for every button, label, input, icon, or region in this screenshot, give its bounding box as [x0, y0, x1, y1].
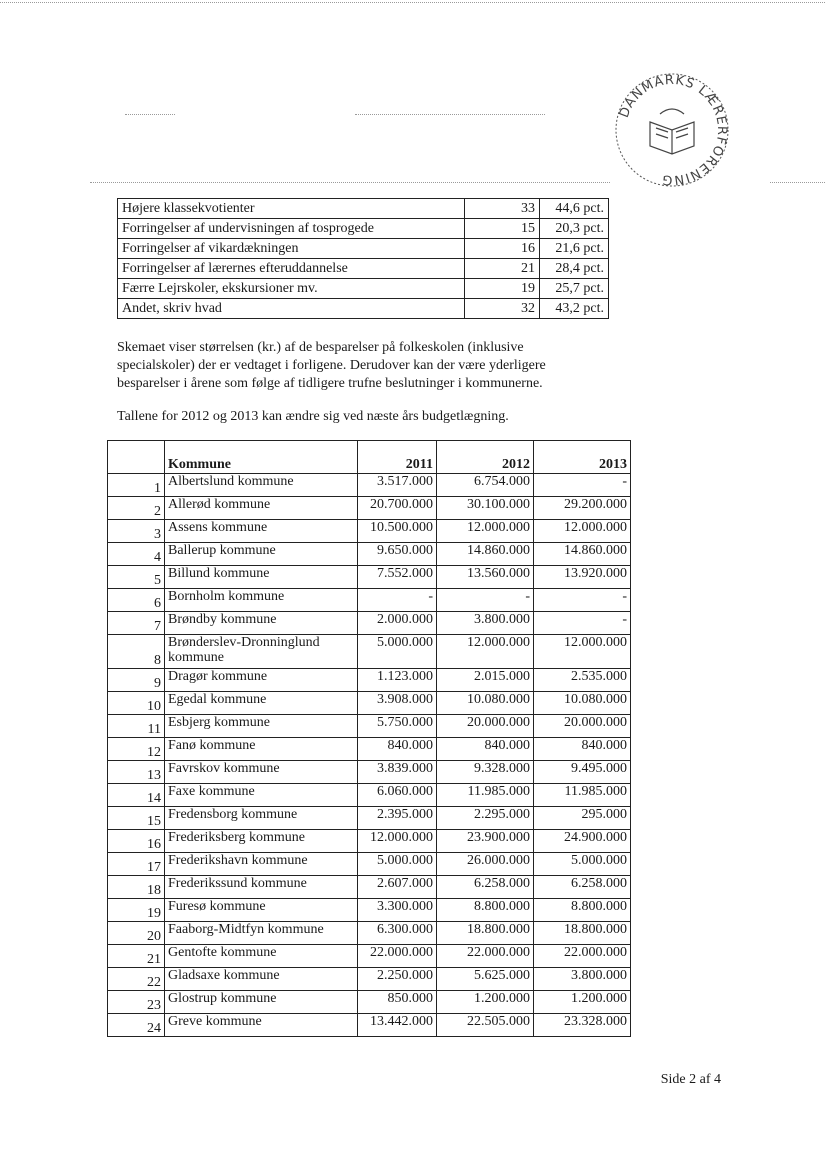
row-number: 16	[108, 830, 165, 853]
row-label: Højere klassekvotienter	[118, 199, 465, 219]
row-number: 23	[108, 991, 165, 1014]
savings-2012: 26.000.000	[437, 853, 534, 876]
row-number: 1	[108, 474, 165, 497]
savings-2013: -	[534, 474, 631, 497]
savings-2013: 22.000.000	[534, 945, 631, 968]
municipality-name: Gladsaxe kommune	[165, 968, 358, 991]
table-row	[108, 991, 631, 1014]
savings-2013: 29.200.000	[534, 497, 631, 520]
savings-2012: 20.000.000	[437, 715, 534, 738]
municipality-name: Egedal kommune	[165, 692, 358, 715]
table-row	[108, 922, 631, 945]
row-label: Andet, skriv hvad	[118, 299, 465, 319]
table-row	[108, 830, 631, 853]
savings-2011: 5.750.000	[358, 715, 437, 738]
row-label: Forringelser af lærernes efteruddannelse	[118, 259, 465, 279]
header-2011: 2011	[358, 441, 437, 474]
savings-2013: 295.000	[534, 807, 631, 830]
savings-2013: 10.080.000	[534, 692, 631, 715]
note-paragraph: Tallene for 2012 og 2013 kan ændre sig ved næste års budgetlægning.	[117, 409, 509, 424]
municipality-name: Bornholm kommune	[165, 589, 358, 612]
savings-2013: 18.800.000	[534, 922, 631, 945]
savings-2011: 22.000.000	[358, 945, 437, 968]
savings-2011: 3.300.000	[358, 899, 437, 922]
page-number: Side 2 af 4	[660, 1072, 721, 1087]
savings-2011: 840.000	[358, 738, 437, 761]
table-row	[108, 612, 631, 635]
explanation-paragraph: Skemaet viser størrelsen (kr.) af de besparelser på folkeskolen (inklusive specialskoler) der er vedtaget i forligene. Derudover kan der være yderligere besparelser i årene som følge af tidligere trufne beslutninger i kommunerne.	[117, 340, 546, 391]
savings-2011: 2.250.000	[358, 968, 437, 991]
row-number: 7	[108, 612, 165, 635]
savings-2011: 13.442.000	[358, 1014, 437, 1037]
row-number: 18	[108, 876, 165, 899]
savings-2011: 2.607.000	[358, 876, 437, 899]
savings-2012: 22.505.000	[437, 1014, 534, 1037]
savings-2013: 6.258.000	[534, 876, 631, 899]
savings-2013: -	[534, 589, 631, 612]
seal-text: DANMARKS LÆRERFORENING	[616, 72, 730, 188]
municipality-name: Frederikshavn kommune	[165, 853, 358, 876]
table-row	[108, 738, 631, 761]
table-row	[108, 589, 631, 612]
table-row	[108, 474, 631, 497]
table-row	[108, 543, 631, 566]
savings-2011: 3.839.000	[358, 761, 437, 784]
row-number: 22	[108, 968, 165, 991]
row-percentage: 25,7 pct.	[540, 279, 609, 299]
savings-2012: 12.000.000	[437, 520, 534, 543]
table-row	[108, 968, 631, 991]
table-row	[108, 520, 631, 543]
savings-2013: 5.000.000	[534, 853, 631, 876]
savings-2012: 6.754.000	[437, 474, 534, 497]
municipality-name: Fanø kommune	[165, 738, 358, 761]
row-percentage: 20,3 pct.	[540, 219, 609, 239]
savings-2013: 1.200.000	[534, 991, 631, 1014]
municipality-name: Frederikssund kommune	[165, 876, 358, 899]
table-row	[108, 497, 631, 520]
table-row	[108, 761, 631, 784]
row-number: 19	[108, 899, 165, 922]
savings-2012: 6.258.000	[437, 876, 534, 899]
savings-2013: 3.800.000	[534, 968, 631, 991]
row-count: 21	[465, 259, 540, 279]
row-number: 20	[108, 922, 165, 945]
book-emblem-icon	[650, 109, 694, 154]
municipality-name: Furesø kommune	[165, 899, 358, 922]
savings-2012: 23.900.000	[437, 830, 534, 853]
row-percentage: 43,2 pct.	[540, 299, 609, 319]
municipality-name: Favrskov kommune	[165, 761, 358, 784]
row-number: 15	[108, 807, 165, 830]
table-row	[108, 692, 631, 715]
table-row	[108, 784, 631, 807]
row-count: 33	[465, 199, 540, 219]
row-number: 8	[108, 635, 165, 669]
savings-2012: 14.860.000	[437, 543, 534, 566]
savings-2012: 2.295.000	[437, 807, 534, 830]
municipality-name: Greve kommune	[165, 1014, 358, 1037]
savings-2011: 10.500.000	[358, 520, 437, 543]
table-row	[118, 299, 609, 319]
savings-2012: 18.800.000	[437, 922, 534, 945]
table-row	[108, 635, 631, 669]
savings-2012: 1.200.000	[437, 991, 534, 1014]
savings-2012: 12.000.000	[437, 635, 534, 669]
savings-2012: 13.560.000	[437, 566, 534, 589]
row-number: 14	[108, 784, 165, 807]
row-number: 21	[108, 945, 165, 968]
row-number: 13	[108, 761, 165, 784]
savings-2013: 11.985.000	[534, 784, 631, 807]
municipality-name: Faaborg-Midtfyn kommune	[165, 922, 358, 945]
header-number	[108, 441, 165, 474]
row-label: Forringelser af undervisningen af tosprogede	[118, 219, 465, 239]
municipality-name: Assens kommune	[165, 520, 358, 543]
municipality-name: Ballerup kommune	[165, 543, 358, 566]
table-row	[108, 853, 631, 876]
row-label: Forringelser af vikardækningen	[118, 239, 465, 259]
row-number: 24	[108, 1014, 165, 1037]
savings-2013: -	[534, 612, 631, 635]
table-row	[108, 899, 631, 922]
municipality-name: Billund kommune	[165, 566, 358, 589]
savings-2012: 22.000.000	[437, 945, 534, 968]
table-row	[118, 279, 609, 299]
scan-artifact-line	[125, 114, 175, 115]
savings-2011: -	[358, 589, 437, 612]
organisation-seal-stamp	[612, 70, 732, 190]
municipality-name: Brønderslev-Dronninglund kommune	[165, 635, 358, 669]
scan-artifact-line	[770, 182, 825, 183]
table-header-row	[108, 441, 631, 474]
municipality-name: Allerød kommune	[165, 497, 358, 520]
municipality-name: Albertslund kommune	[165, 474, 358, 497]
savings-2011: 3.517.000	[358, 474, 437, 497]
row-count: 16	[465, 239, 540, 259]
municipality-name: Fredensborg kommune	[165, 807, 358, 830]
row-number: 4	[108, 543, 165, 566]
municipality-savings-table	[107, 440, 631, 1037]
table-row	[118, 259, 609, 279]
table-row	[108, 715, 631, 738]
table-row	[108, 566, 631, 589]
scan-artifact-line	[0, 2, 825, 3]
municipality-name: Brøndby kommune	[165, 612, 358, 635]
row-percentage: 44,6 pct.	[540, 199, 609, 219]
savings-2012: -	[437, 589, 534, 612]
savings-2011: 5.000.000	[358, 853, 437, 876]
savings-2012: 9.328.000	[437, 761, 534, 784]
municipality-name: Glostrup kommune	[165, 991, 358, 1014]
savings-2011: 7.552.000	[358, 566, 437, 589]
row-count: 15	[465, 219, 540, 239]
row-number: 11	[108, 715, 165, 738]
scan-artifact-line	[90, 182, 610, 183]
header-2013: 2013	[534, 441, 631, 474]
row-count: 32	[465, 299, 540, 319]
savings-2012: 3.800.000	[437, 612, 534, 635]
row-number: 10	[108, 692, 165, 715]
savings-2013: 24.900.000	[534, 830, 631, 853]
municipality-name: Frederiksberg kommune	[165, 830, 358, 853]
savings-2011: 1.123.000	[358, 669, 437, 692]
savings-2011: 5.000.000	[358, 635, 437, 669]
row-number: 6	[108, 589, 165, 612]
savings-2013: 840.000	[534, 738, 631, 761]
row-number: 3	[108, 520, 165, 543]
row-number: 9	[108, 669, 165, 692]
row-number: 2	[108, 497, 165, 520]
savings-2011: 2.395.000	[358, 807, 437, 830]
savings-2011: 850.000	[358, 991, 437, 1014]
table-row	[108, 1014, 631, 1037]
row-percentage: 28,4 pct.	[540, 259, 609, 279]
table-row	[118, 199, 609, 219]
savings-2012: 10.080.000	[437, 692, 534, 715]
table-row	[108, 876, 631, 899]
municipality-name: Gentofte kommune	[165, 945, 358, 968]
table-row	[108, 807, 631, 830]
table-row	[108, 669, 631, 692]
scan-artifact-line	[355, 114, 545, 115]
survey-results-table	[117, 198, 609, 319]
table-row	[108, 945, 631, 968]
header-kommune: Kommune	[165, 441, 358, 474]
savings-2013: 8.800.000	[534, 899, 631, 922]
row-number: 12	[108, 738, 165, 761]
savings-2011: 12.000.000	[358, 830, 437, 853]
savings-2013: 2.535.000	[534, 669, 631, 692]
savings-2012: 8.800.000	[437, 899, 534, 922]
municipality-name: Esbjerg kommune	[165, 715, 358, 738]
savings-2012: 5.625.000	[437, 968, 534, 991]
row-number: 5	[108, 566, 165, 589]
savings-2013: 20.000.000	[534, 715, 631, 738]
savings-2012: 30.100.000	[437, 497, 534, 520]
savings-2011: 2.000.000	[358, 612, 437, 635]
savings-2012: 840.000	[437, 738, 534, 761]
savings-2012: 2.015.000	[437, 669, 534, 692]
savings-2011: 6.060.000	[358, 784, 437, 807]
row-label: Færre Lejrskoler, ekskursioner mv.	[118, 279, 465, 299]
savings-2013: 14.860.000	[534, 543, 631, 566]
savings-2013: 23.328.000	[534, 1014, 631, 1037]
savings-2011: 3.908.000	[358, 692, 437, 715]
municipality-name: Faxe kommune	[165, 784, 358, 807]
table-row	[118, 239, 609, 259]
savings-2011: 20.700.000	[358, 497, 437, 520]
municipality-name: Dragør kommune	[165, 669, 358, 692]
table-row	[118, 219, 609, 239]
savings-2011: 9.650.000	[358, 543, 437, 566]
header-2012: 2012	[437, 441, 534, 474]
savings-2013: 12.000.000	[534, 635, 631, 669]
row-percentage: 21,6 pct.	[540, 239, 609, 259]
savings-2011: 6.300.000	[358, 922, 437, 945]
savings-2013: 12.000.000	[534, 520, 631, 543]
savings-2013: 13.920.000	[534, 566, 631, 589]
row-count: 19	[465, 279, 540, 299]
savings-2012: 11.985.000	[437, 784, 534, 807]
row-number: 17	[108, 853, 165, 876]
savings-2013: 9.495.000	[534, 761, 631, 784]
